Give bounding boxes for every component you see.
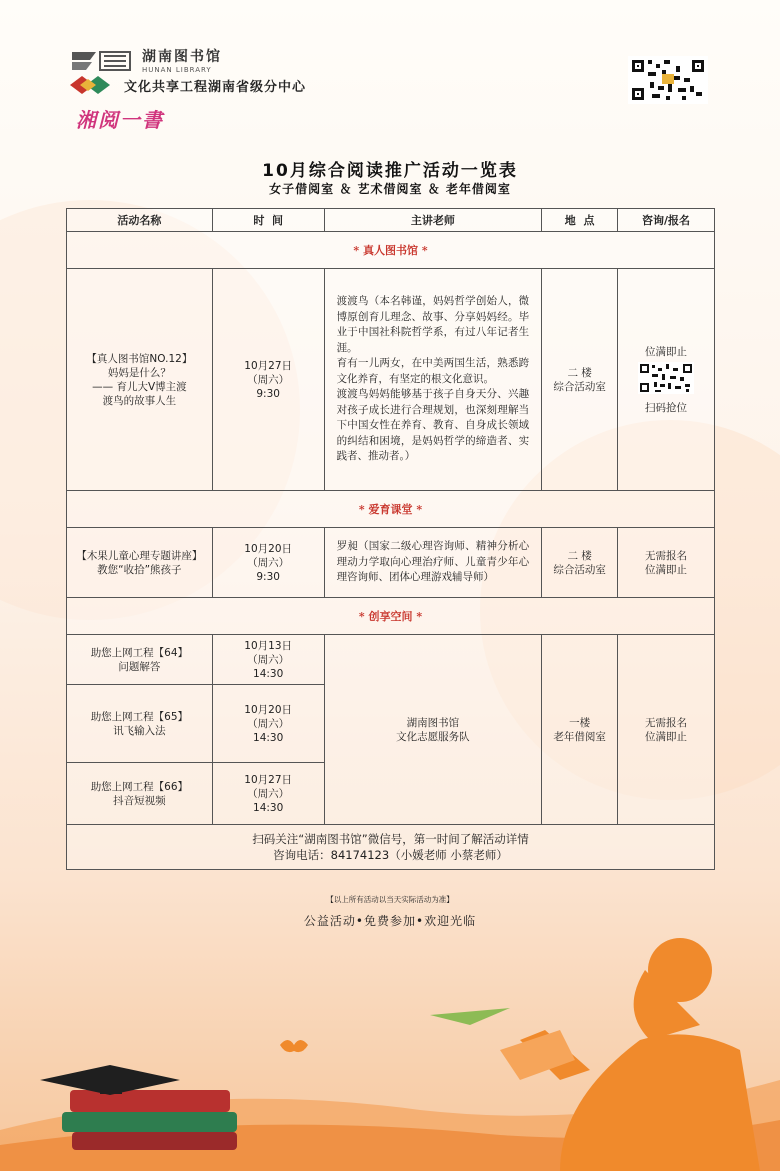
table-footer-row — [67, 825, 715, 870]
activity-time: 10月27日 （周六） 9:30 — [212, 269, 324, 491]
activity-time: 10月13日 （周六） 14:30 — [212, 635, 324, 685]
activity-teacher: 罗昶（国家二级心理咨询师、精神分析心理动力学取向心理治疗师、儿童青少年心理咨询师、团体心理游戏辅导师） — [324, 528, 542, 598]
activity-name: 【木果儿童心理专题讲座】 教您“收拾”熊孩子 — [67, 528, 213, 598]
library-name: 湖南图书馆 — [142, 49, 222, 65]
activity-teacher: 渡渡鸟（本名韩谨，妈妈哲学创始人，微博原创育儿理念、故事、分享妈妈经。毕业于中国社科院哲学系，有过八年记者生涯。 育有一儿两女，在中美两国生活，熟悉跨文化养育，有坚定的根文化意识。 渡渡鸟妈妈能够基于孩子自身天分、兴趣对孩子成长进行合理规划，也深刻理解当下中国女性在养育、教育、自身成长领域的纠结和困境，是妈妈哲学的缔造者、实践者、推动者。） — [324, 269, 542, 491]
table-row — [67, 528, 715, 598]
section-label: * 创享空间 * — [67, 598, 715, 635]
qr-code-icon[interactable] — [638, 362, 694, 394]
signup-cell — [618, 269, 715, 491]
footer-phone-text: 咨询电话：84174123（小媛老师 小蔡老师） — [273, 848, 508, 862]
activity-name: 助您上网工程【65】 讯飞输入法 — [67, 685, 213, 763]
section-label: * 真人图书馆 * — [67, 232, 715, 269]
disclaimer-note: 【以上所有活动以当天实际活动为准】 — [326, 895, 454, 904]
page-subtitle: 女子借阅室 ＆ 艺术借阅室 ＆ 老年借阅室 — [269, 182, 511, 196]
activity-time: 10月27日 （周六） 14:30 — [212, 763, 324, 825]
slogan: 公益活动•免费参加•欢迎光临 — [303, 914, 477, 928]
hunan-library-logo — [70, 46, 222, 74]
qr-code-icon[interactable] — [628, 56, 708, 104]
column-header: 咨询/报名 — [618, 209, 715, 232]
table-footer — [67, 825, 715, 870]
column-header: 时 间 — [212, 209, 324, 232]
header — [0, 0, 780, 150]
activity-name: 助您上网工程【66】 抖音短视频 — [67, 763, 213, 825]
culture-center-logo — [68, 74, 306, 96]
signup-text: 无需报名 位满即止 — [618, 635, 715, 825]
culture-center-name: 文化共享工程湖南省级分中心 — [124, 79, 307, 95]
column-header: 主讲老师 — [324, 209, 542, 232]
activity-name: 助您上网工程【64】 问题解答 — [67, 635, 213, 685]
library-name-en: HUNAN LIBRARY — [142, 66, 212, 74]
section-row — [67, 491, 715, 528]
section-row — [67, 232, 715, 269]
culture-share-icon — [68, 74, 116, 96]
table-header-row — [67, 209, 715, 232]
activity-location: 一楼 老年借阅室 — [542, 635, 618, 825]
table-row — [67, 635, 715, 685]
activity-time: 10月20日 （周六） 9:30 — [212, 528, 324, 598]
footer-wechat-text: 扫码关注“湖南图书馆”微信号，第一时间了解活动详情 — [252, 832, 529, 846]
activity-name: 【真人图书馆NO.12】 妈妈是什么？ —— 育儿大V博主渡 渡鸟的故事人生 — [67, 269, 213, 491]
activity-table — [66, 208, 715, 870]
section-label: * 爱育课堂 * — [67, 491, 715, 528]
signup-text: 扫码抢位 — [645, 402, 688, 414]
signup-text: 无需报名 位满即止 — [618, 528, 715, 598]
column-header: 地 点 — [542, 209, 618, 232]
column-header: 活动名称 — [67, 209, 213, 232]
activity-location: 二 楼 综合活动室 — [542, 528, 618, 598]
decor-illustration — [0, 930, 780, 1171]
section-row — [67, 598, 715, 635]
signup-text: 位满即止 — [645, 346, 688, 358]
activity-time: 10月20日 （周六） 14:30 — [212, 685, 324, 763]
brand-text: 湘阅一書 — [76, 108, 164, 132]
activity-location: 二 楼 综合活动室 — [542, 269, 618, 491]
table-row — [67, 269, 715, 491]
page-title: 10月综合阅读推广活动一览表 — [262, 161, 518, 181]
library-logo-icon — [70, 48, 134, 72]
brand-logo — [76, 104, 164, 133]
activity-teacher: 湖南图书馆 文化志愿服务队 — [324, 635, 542, 825]
